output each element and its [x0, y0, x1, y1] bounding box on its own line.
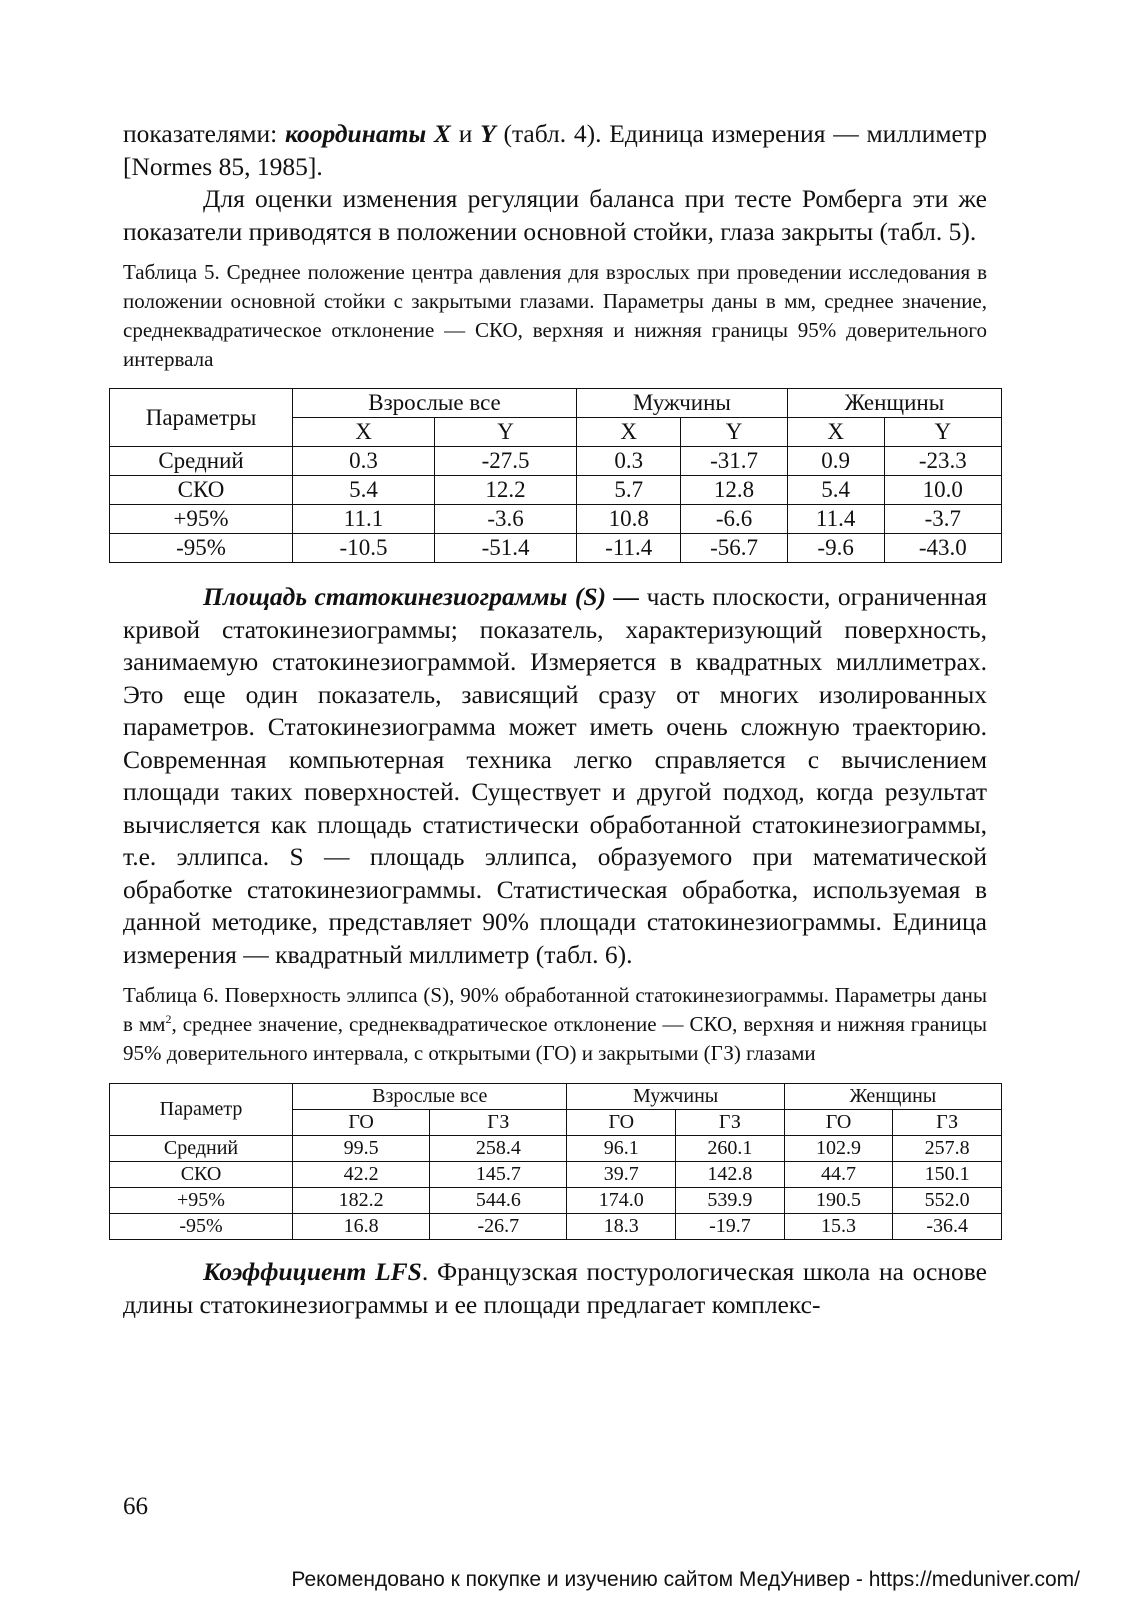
table6-cell: 258.4 [430, 1136, 567, 1162]
intro-and: и [450, 119, 481, 148]
area-text: часть плоскости, ограниченная кривой статокинезиограммы; показатель, характеризующий поверхность, занимаемую статокинезиограммой. Измеряется в квадратных миллиметрах. Это еще один показатель, зависящий сразу от многих изолированных параметров. Статокинезиограмма может иметь очень сложную траекторию. Современная компьютерная техника легко справляется с вычислением площади таких поверхностей. Существует и другой подход, когда результат вычисляется как площадь статистически обработанной статокинезиограммы, т.е. эллипса. S — площадь эллипса, образуемого при математической обработке статокинезиограммы. Статистическая обработка, используемая в данной методике, представляет 90% площади статокинезиограммы. Единица измерения — квадратный миллиметр (табл. 6). [123, 582, 987, 969]
table6-row [110, 1162, 1002, 1188]
table5-group-header: Взрослые все [293, 389, 577, 418]
table5-group-header: Мужчины [577, 389, 788, 418]
table6-cell: 42.2 [293, 1162, 430, 1188]
table6-group-header: Взрослые все [293, 1084, 567, 1110]
table5-cell: 12.2 [435, 476, 577, 505]
intro-paragraph-1 [123, 118, 987, 183]
table5-cell: -6.6 [681, 505, 787, 534]
table5-row [110, 534, 1002, 563]
table5-sub-header: X [293, 418, 435, 447]
table6-cell: 44.7 [784, 1162, 893, 1188]
table5-cell: 11.1 [293, 505, 435, 534]
table5-cell: 0.9 [787, 447, 884, 476]
table6-cell: 552.0 [893, 1188, 1002, 1214]
table5-group-header: Женщины [787, 389, 1001, 418]
table6-cell: -26.7 [430, 1214, 567, 1240]
table5-row-label: +95% [110, 505, 293, 534]
table5-cell: -3.7 [884, 505, 1001, 534]
table6-cell: 15.3 [784, 1214, 893, 1240]
lfs-text: . Французская постурологическая школа на основе длины статокинезиограммы и ее площади предлагает комплекс- [123, 1257, 987, 1319]
table6-cell: 539.9 [676, 1188, 785, 1214]
page-content [123, 118, 987, 1321]
table5-row-label: СКО [110, 476, 293, 505]
intro-text: показателями: [123, 119, 285, 148]
table6-cell: 96.1 [567, 1136, 676, 1162]
term-x: координаты X [285, 119, 451, 148]
table6-sub-header: ГО [567, 1110, 676, 1136]
table6-cell: 39.7 [567, 1162, 676, 1188]
table6-cell: 174.0 [567, 1188, 676, 1214]
table6-sub-header: ГЗ [893, 1110, 1002, 1136]
table5-sub-header: X [577, 418, 681, 447]
table5-cell: -9.6 [787, 534, 884, 563]
table5-cell: -3.6 [435, 505, 577, 534]
footer-note: Рекомендовано к покупке и изучению сайтом МедУнивер - https://meduniver.com/ [291, 1568, 1080, 1591]
page-number: 66 [123, 1493, 148, 1520]
table6-caption-text: Таблица 6. Поверхность эллипса (S), 90% обработанной статокинезиограммы. Параметры даны в мм [123, 983, 987, 1036]
table5-cell: 5.4 [787, 476, 884, 505]
table5-cell: 12.8 [681, 476, 787, 505]
table5-row [110, 447, 1002, 476]
table6-row [110, 1136, 1002, 1162]
table5-cell: 0.3 [293, 447, 435, 476]
table5-cell: 0.3 [577, 447, 681, 476]
table5-cell: 5.4 [293, 476, 435, 505]
table6-caption-text-end: , среднее значение, среднеквадратическое отклонение — СКО, верхняя и нижняя границы 95% доверительного интервала, с открытыми (ГО) и закрытыми (ГЗ) глазами [123, 1012, 988, 1065]
table5-sub-header: X [787, 418, 884, 447]
table6-row-label: -95% [110, 1214, 293, 1240]
table6-group-header: Женщины [784, 1084, 1001, 1110]
table6-row [110, 1188, 1002, 1214]
table6-cell: 142.8 [676, 1162, 785, 1188]
table6-cell: 102.9 [784, 1136, 893, 1162]
table6-sub-header: ГО [293, 1110, 430, 1136]
table6-row-label: СКО [110, 1162, 293, 1188]
table5-sub-header: Y [435, 418, 577, 447]
table5-cell: 10.0 [884, 476, 1001, 505]
table5-cell: -56.7 [681, 534, 787, 563]
table5-cell: -31.7 [681, 447, 787, 476]
lfs-paragraph [123, 1256, 987, 1321]
table6-group-header: Мужчины [567, 1084, 784, 1110]
table5 [109, 388, 1002, 563]
area-paragraph [123, 581, 987, 971]
table5-sub-header: Y [681, 418, 787, 447]
table6-cell: 99.5 [293, 1136, 430, 1162]
table6-sub-header: ГЗ [676, 1110, 785, 1136]
table5-sub-header: Y [884, 418, 1001, 447]
table5-row-label: -95% [110, 534, 293, 563]
table6-cell: -19.7 [676, 1214, 785, 1240]
table6-sub-header: ГЗ [430, 1110, 567, 1136]
table5-row-label: Средний [110, 447, 293, 476]
table5-cell: 10.8 [577, 505, 681, 534]
table6 [109, 1083, 1002, 1240]
table6-sub-header: ГО [784, 1110, 893, 1136]
table5-cell: 5.7 [577, 476, 681, 505]
lfs-term: Коэффициент LFS [203, 1257, 422, 1286]
table6-row-label: Средний [110, 1136, 293, 1162]
table5-row [110, 505, 1002, 534]
table5-cell: -10.5 [293, 534, 435, 563]
table6-cell: 150.1 [893, 1162, 1002, 1188]
table6-cell: 182.2 [293, 1188, 430, 1214]
table6-cell: 18.3 [567, 1214, 676, 1240]
table6-cell: -36.4 [893, 1214, 1002, 1240]
intro-text-end: (табл. 4). Единица измерения — миллиметр [Normes 85, 1985]. [123, 119, 987, 181]
table5-cell: 11.4 [787, 505, 884, 534]
table5-cell: -27.5 [435, 447, 577, 476]
table6-cell: 544.6 [430, 1188, 567, 1214]
table6-cell: 190.5 [784, 1188, 893, 1214]
table6-row-label: +95% [110, 1188, 293, 1214]
table6-cell: 16.8 [293, 1214, 430, 1240]
table6-cell: 257.8 [893, 1136, 1002, 1162]
table5-cell: -43.0 [884, 534, 1001, 563]
area-term: Площадь статокинезиограммы (S) — [203, 582, 640, 611]
table5-caption: Таблица 5. Среднее положение центра давления для взрослых при проведении исследования в положении основной стойки с закрытыми глазами. Параметры даны в мм, среднее значение, среднеквадратическое отклонение — СКО, верхняя и нижняя границы 95% доверительного интервала [123, 260, 987, 371]
table6-cell: 260.1 [676, 1136, 785, 1162]
intro-paragraph-2: Для оценки изменения регуляции баланса при тесте Ромберга эти же показатели приводятся в положении основной стойки, глаза закрыты (табл. 5). [123, 184, 987, 246]
table5-param-header: Параметры [110, 389, 293, 447]
table5-row [110, 476, 1002, 505]
table6-row [110, 1214, 1002, 1240]
table5-cell: -11.4 [577, 534, 681, 563]
table5-cell: -51.4 [435, 534, 577, 563]
term-y: Y [480, 119, 496, 148]
table6-param-header: Параметр [110, 1084, 293, 1136]
table5-cell: -23.3 [884, 447, 1001, 476]
table6-cell: 145.7 [430, 1162, 567, 1188]
table6-caption [123, 981, 987, 1068]
table6-caption-sup: 2 [165, 1012, 172, 1026]
